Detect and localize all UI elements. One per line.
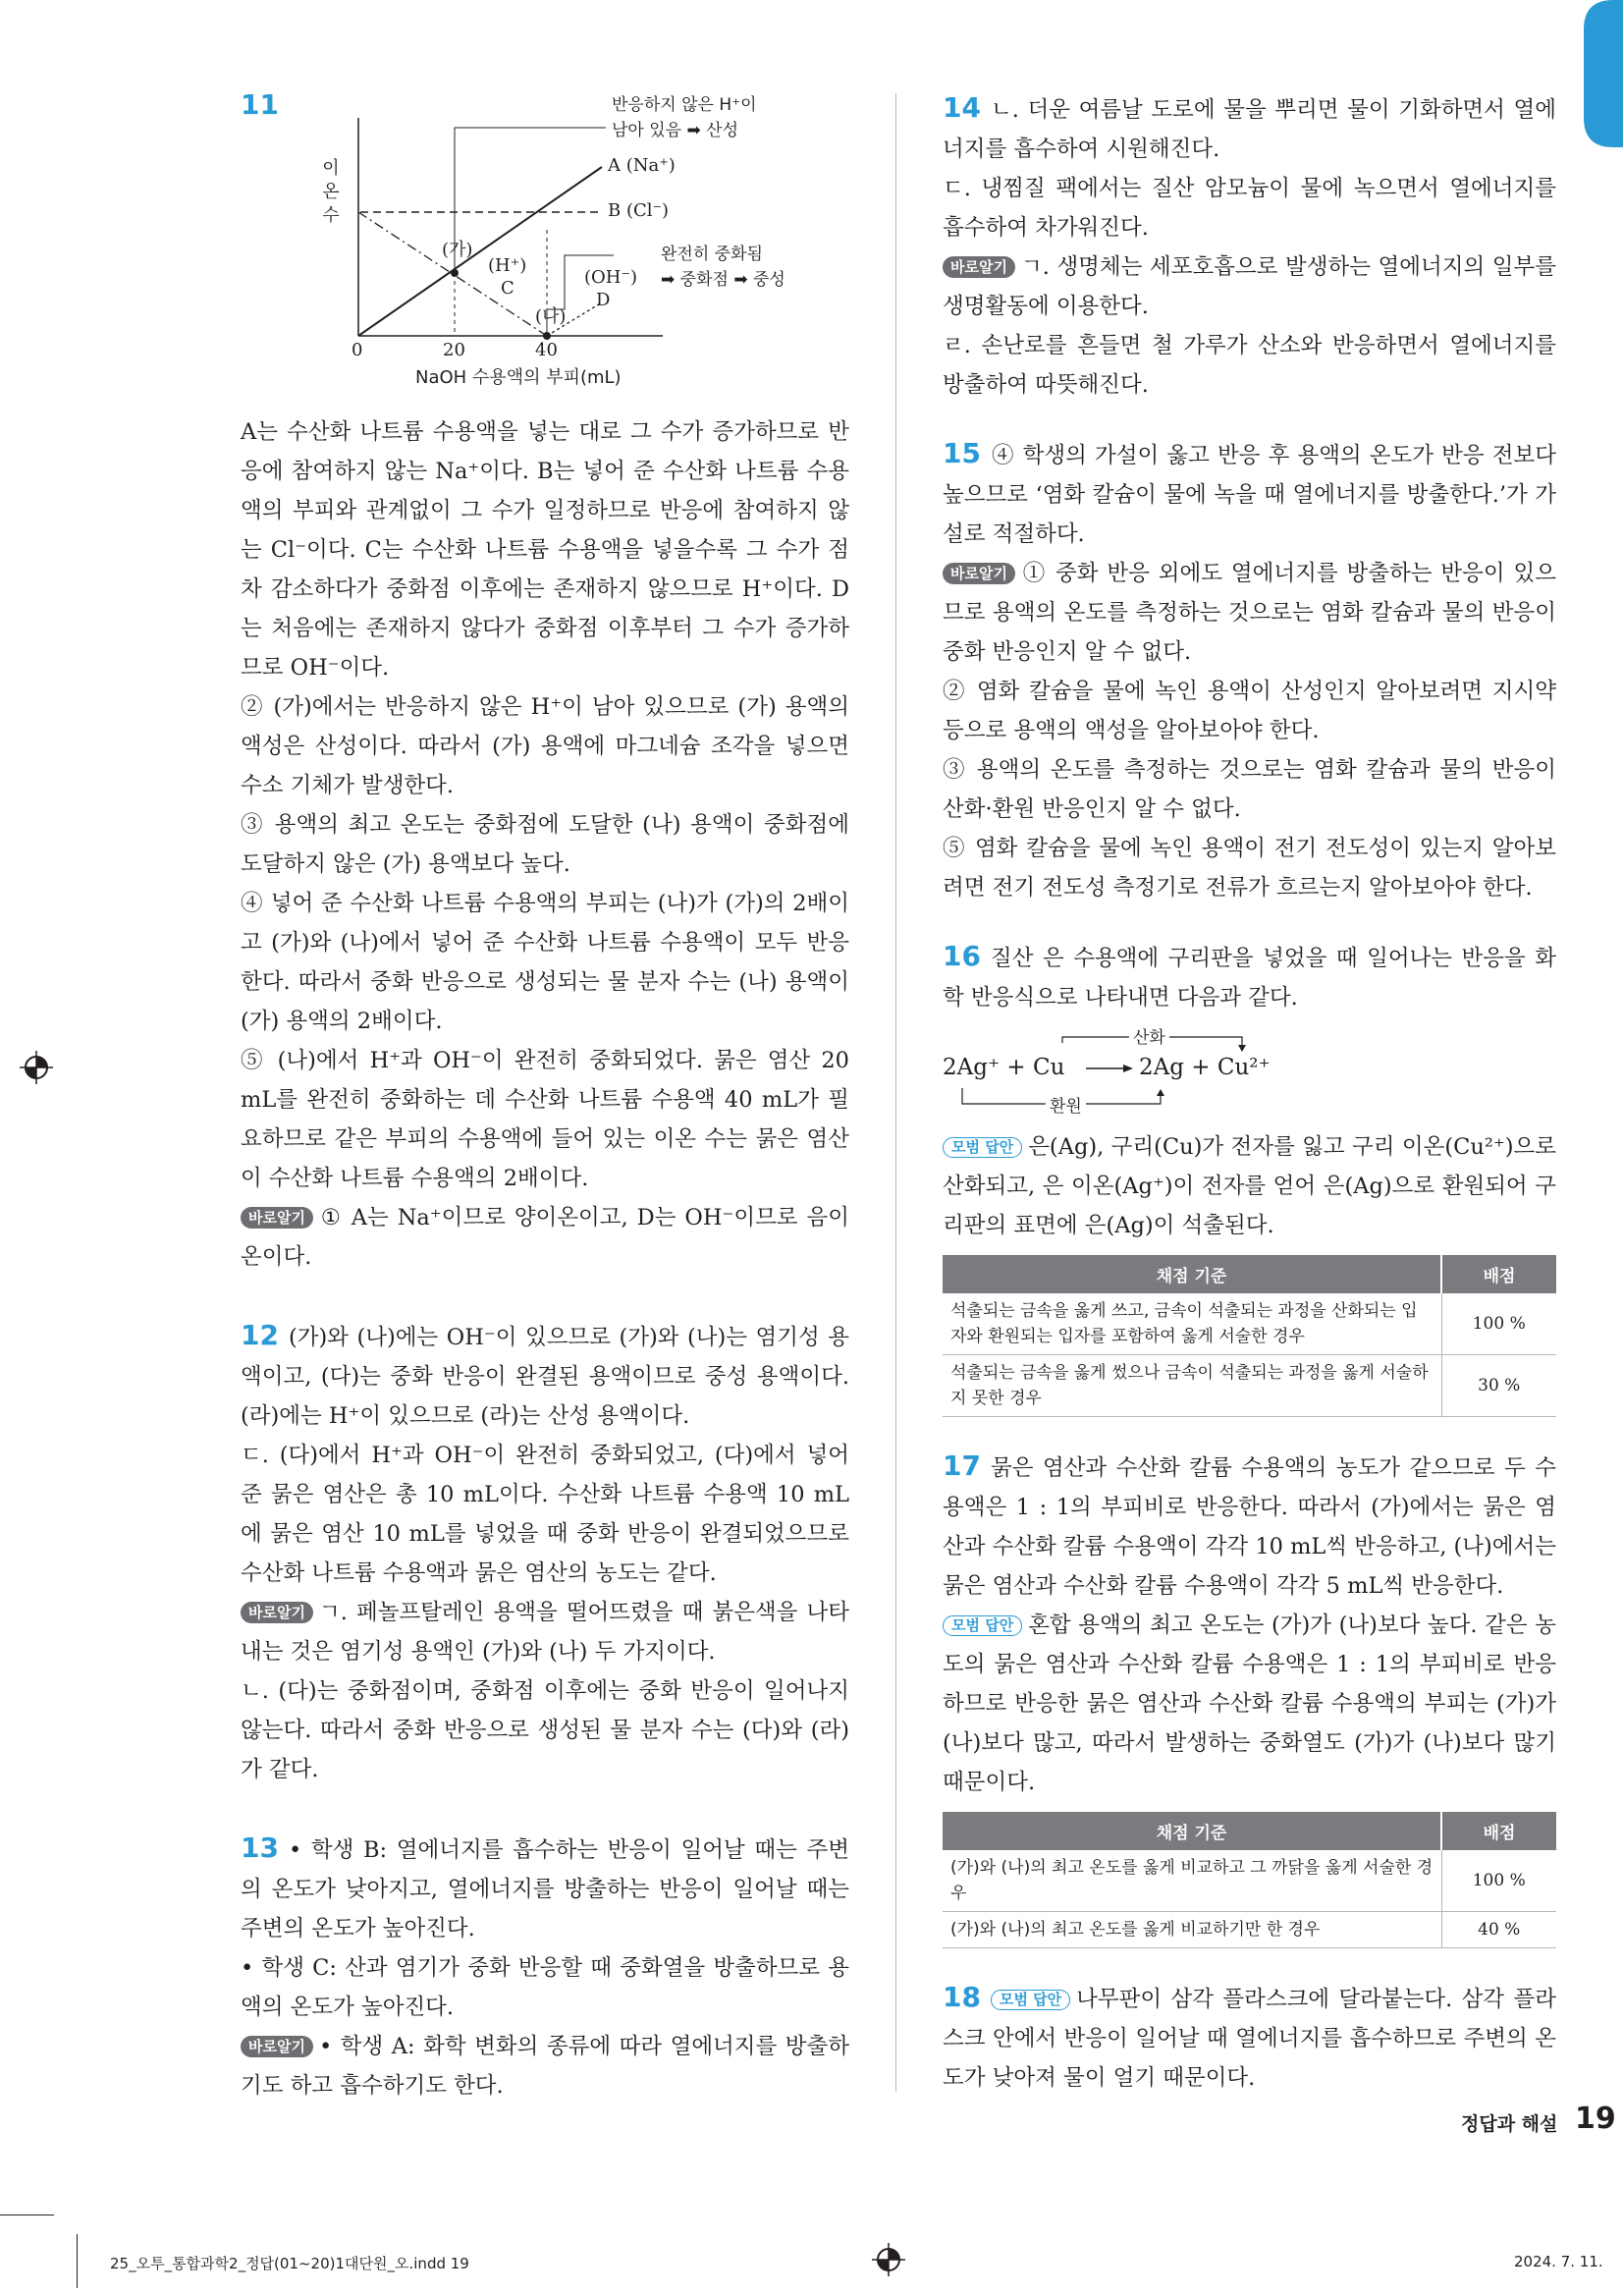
registration-mark-icon bbox=[20, 1051, 53, 1084]
model-answer-tag: 모범 답안 bbox=[943, 1615, 1022, 1636]
paragraph: ⑤ 염화 칼슘을 물에 녹인 용액이 전기 전도성이 있는지 알아보려면 전기 전도성 측정기로 전류가 흐르는지 알아보아야 한다. bbox=[943, 836, 1556, 901]
paragraph: ③ 용액의 온도를 측정하는 것으로는 염화 칼슘과 물의 반응이 산화·환원 반응인지 알 수 없다. bbox=[943, 757, 1556, 822]
page-section-title: 정답과 해설 bbox=[1461, 2113, 1558, 2135]
note-neutral-line1: 완전히 중화됨 bbox=[661, 245, 763, 264]
x-tick-40: 40 bbox=[535, 340, 558, 360]
model-answer-text: 혼합 용액의 최고 온도는 (가)가 (나)보다 높다. 같은 농도의 묽은 염산과 수산화 칼륨 수용액은 1 : 1의 부피비로 반응하므로 반응한 묽은 염산과 수산화 칼륨 수용액의 부피는 (가)가 (나)보다 많고, 따라서 발생하는 중화열도 (가)가 (나)보다 많기 때문이다. bbox=[943, 1613, 1556, 1795]
answer-13 bbox=[241, 1829, 849, 2105]
criteria-header: 채점 기준 bbox=[943, 1255, 1441, 1293]
answer-16 bbox=[943, 937, 1556, 1417]
label-na: (나) bbox=[535, 306, 567, 327]
note-neutral-line2: ➡ 중화점 ➡ 중성 bbox=[661, 270, 785, 290]
question-number: 17 bbox=[943, 1449, 981, 1482]
paragraph: ③ 용액의 최고 온도는 중화점에 도달한 (나) 용액이 중화점에 도달하지 않은 (가) 용액보다 높다. bbox=[241, 812, 849, 877]
question-number: 12 bbox=[241, 1319, 279, 1351]
note-unreacted-line2: 남아 있음 ➡ 산성 bbox=[612, 121, 738, 140]
wrong-tag: 바로알기 bbox=[241, 1207, 313, 1229]
paragraph: ② (가)에서는 반응하지 않은 H⁺이 남아 있으므로 (가) 용액의 액성은 산성이다. 따라서 (가) 용액에 마그네슘 조각을 넣으면 수소 기체가 발생한다. bbox=[241, 694, 849, 798]
footer-date: 2024. 7. 11. bbox=[1514, 2253, 1603, 2270]
wrong-explanation bbox=[241, 1198, 849, 1277]
reduction-label: 환원 bbox=[1046, 1092, 1086, 1117]
question-number: 15 bbox=[943, 437, 981, 469]
paragraph: ㄴ. (다)는 중화점이며, 중화점 이후에는 중화 반응이 일어나지 않는다. 따라서 중화 반응으로 생성된 물 분자 수는 (다)와 (라)가 같다. bbox=[241, 1678, 849, 1782]
paragraph: ② 염화 칼슘을 물에 녹인 용액이 산성인지 알아보려면 지시약 등으로 용액의 액성을 알아보아야 한다. bbox=[943, 679, 1556, 743]
criteria-cell: (가)와 (나)의 최고 온도를 옳게 비교하고 그 까닭을 옳게 서술한 경우 bbox=[943, 1850, 1441, 1912]
table-row bbox=[943, 1850, 1556, 1912]
question-number: 11 bbox=[241, 88, 279, 121]
note-unreacted-line1: 반응하지 않은 H⁺이 bbox=[612, 95, 757, 115]
equation-right: 2Ag + Cu²⁺ bbox=[1139, 1055, 1271, 1080]
label-c: C bbox=[501, 278, 514, 299]
wrong-text: ① 중화 반응 외에도 열에너지를 방출하는 반응이 있으므로 용액의 온도를 측정하는 것으로는 염화 칼슘과 물의 반응이 중화 반응인지 알 수 없다. bbox=[943, 561, 1556, 665]
answer-14 bbox=[943, 88, 1556, 405]
oxidation-label: 산화 bbox=[1129, 1023, 1169, 1048]
paragraph: ㄷ. (다)에서 H⁺과 OH⁻이 완전히 중화되었고, (다)에서 넣어 준 묽은 염산은 총 10 mL이다. 수산화 나트륨 수용액 10 mL에 묽은 염산 10 mL를 넣었을 때 중화 반응이 완결되었으므로 수산화 나트륨 수용액과 묽은 염산의 농도는 같다. bbox=[241, 1443, 849, 1586]
lead-text: ㄴ. 더운 여름날 도로에 물을 뿌리면 물이 기화하면서 열에너지를 흡수하여 시원해진다. bbox=[943, 97, 1556, 162]
note-neutral bbox=[661, 242, 785, 293]
model-answer-text: 은(Ag), 구리(Cu)가 전자를 잃고 구리 이온(Cu²⁺)으로 산화되고, 은 이온(Ag⁺)이 전자를 얻어 은(Ag)으로 환원되어 구리판의 표면에 은(Ag)이 석출된다. bbox=[943, 1134, 1556, 1238]
label-ga: (가) bbox=[442, 240, 473, 260]
label-d: D bbox=[596, 290, 611, 310]
page-number: 19 bbox=[1575, 2102, 1616, 2136]
registration-mark-icon bbox=[872, 2243, 905, 2276]
paragraph: ⑤ (나)에서 H⁺과 OH⁻이 완전히 중화되었다. 묽은 염산 20 mL를 완전히 중화하는 데 수산화 나트륨 수용액 40 mL가 필요하므로 같은 부피의 수용액에 들어 있는 이온 수는 묽은 염산이 수산화 나트륨 수용액의 2배이다. bbox=[241, 1048, 849, 1191]
wrong-tag: 바로알기 bbox=[943, 256, 1015, 278]
wrong-text: ㄱ. 생명체는 세포호흡으로 발생하는 열에너지의 일부를 생명활동에 이용한다. bbox=[943, 254, 1556, 319]
table-row bbox=[943, 1293, 1556, 1355]
model-answer-tag: 모범 답안 bbox=[943, 1137, 1022, 1158]
paragraph: ㄹ. 손난로를 흔들면 철 가루가 산소와 반응하면서 열에너지를 방출하여 따뜻해진다. bbox=[943, 333, 1556, 398]
wrong-text: • 학생 A: 화학 변화의 종류에 따라 열에너지를 방출하기도 하고 흡수하기도 한다. bbox=[241, 2034, 849, 2099]
trim-line bbox=[77, 2234, 78, 2288]
lead-text: 묽은 염산과 수산화 칼륨 수용액의 농도가 같으므로 두 수용액은 1 : 1의 부피비로 반응한다. 따라서 (가)에서는 묽은 염산과 수산화 칼륨 수용액이 각각 10 mL씩 반응하고, (나)에서는 묽은 염산과 수산화 칼륨 수용액이 각각 5 mL씩 반응한다. bbox=[943, 1455, 1557, 1599]
table-row bbox=[943, 1912, 1556, 1948]
wrong-text: ① A는 Na⁺이므로 양이온이고, D는 OH⁻이므로 음이온이다. bbox=[241, 1205, 849, 1270]
reaction-equation bbox=[943, 1021, 1556, 1120]
right-column bbox=[943, 88, 1556, 2127]
x-tick-20: 20 bbox=[443, 340, 465, 360]
criteria-header: 채점 기준 bbox=[943, 1812, 1441, 1850]
chapter-tab-icon bbox=[1574, 0, 1623, 147]
criteria-cell: 석출되는 금속을 옳게 썼으나 금속이 석출되는 과정을 옳게 서술하지 못한 경우 bbox=[943, 1355, 1441, 1417]
scoring-table bbox=[943, 1255, 1556, 1417]
score-header: 배점 bbox=[1441, 1812, 1556, 1850]
footer-file-name: 25_오투_통합과학2_정답(01~20)1대단원_오.indd 19 bbox=[110, 2255, 469, 2272]
question-number: 14 bbox=[943, 91, 981, 124]
score-cell: 100 % bbox=[1441, 1850, 1556, 1912]
table-row bbox=[943, 1355, 1556, 1417]
lead-text: ④ 학생의 가설이 옳고 반응 후 용액의 온도가 반응 전보다 높으므로 ‘염화 칼슘이 물에 녹을 때 열에너지를 방출한다.’가 가설로 적절하다. bbox=[943, 443, 1556, 547]
trim-line bbox=[0, 2214, 54, 2215]
ion-graph bbox=[241, 88, 849, 403]
answer-11 bbox=[241, 88, 849, 1277]
answer-17 bbox=[943, 1447, 1556, 1948]
column-divider bbox=[895, 93, 896, 2092]
criteria-cell: 석출되는 금속을 옳게 쓰고, 금속이 석출되는 과정을 산화되는 입자와 환원되는 입자를 포함하여 옳게 서술한 경우 bbox=[943, 1293, 1441, 1355]
left-column bbox=[241, 88, 849, 2135]
answer-15 bbox=[943, 434, 1556, 907]
lead-text: • 학생 B: 열에너지를 흡수하는 반응이 일어날 때는 주변의 온도가 낮아지고, 열에너지를 방출하는 반응이 일어날 때는 주변의 온도가 높아진다. bbox=[241, 1837, 849, 1941]
lead-text: 질산 은 수용액에 구리판을 넣었을 때 일어나는 반응을 화학 반응식으로 나타내면 다음과 같다. bbox=[943, 946, 1556, 1011]
note-unreacted bbox=[612, 92, 757, 143]
paragraph: A는 수산화 나트륨 수용액을 넣는 대로 그 수가 증가하므로 반응에 참여하지 않는 Na⁺이다. B는 넣어 준 수산화 나트륨 수용액의 부피와 관계없이 그 수가 일정하므로 반응에 참여하지 않는 Cl⁻이다. C는 수산화 나트륨 수용액을 넣을수록 그 수가 점차 감소하다가 중화점 이후에는 존재하지 않으므로 H⁺이다. D는 처음에는 존재하지 않다가 중화점 이후부터 그 수가 증가하므로 OH⁻이다. bbox=[241, 419, 849, 681]
wrong-tag: 바로알기 bbox=[943, 563, 1015, 584]
wrong-tag: 바로알기 bbox=[241, 2036, 313, 2057]
score-cell: 100 % bbox=[1441, 1293, 1556, 1355]
label-a: A (Na⁺) bbox=[608, 155, 676, 176]
question-number: 16 bbox=[943, 940, 981, 972]
equation-left: 2Ag⁺ + Cu bbox=[943, 1055, 1065, 1080]
table-header-row bbox=[943, 1255, 1556, 1293]
score-cell: 40 % bbox=[1441, 1912, 1556, 1948]
score-header: 배점 bbox=[1441, 1255, 1556, 1293]
criteria-cell: (가)와 (나)의 최고 온도를 옳게 비교하기만 한 경우 bbox=[943, 1912, 1441, 1948]
x-axis-label: NaOH 수용액의 부피(mL) bbox=[415, 367, 622, 388]
lead-text: (가)와 (나)에는 OH⁻이 있으므로 (가)와 (나)는 염기성 용액이고, (다)는 중화 반응이 완결된 용액이므로 중성 용액이다. (라)에는 H⁺이 있으므로 (라)는 산성 용액이다. bbox=[241, 1325, 849, 1429]
x-tick-0: 0 bbox=[352, 340, 363, 360]
question-number: 13 bbox=[241, 1831, 279, 1864]
model-answer-text: 나무판이 삼각 플라스크에 달라붙는다. 삼각 플라스크 안에서 반응이 일어날 때 열에너지를 흡수하므로 주변의 온도가 낮아져 물이 얼기 때문이다. bbox=[943, 1987, 1556, 2091]
model-answer-tag: 모범 답안 bbox=[991, 1990, 1070, 2010]
answer-18 bbox=[943, 1978, 1556, 2098]
answer-12 bbox=[241, 1316, 849, 1789]
paragraph: ㄷ. 냉찜질 팩에서는 질산 암모늄이 물에 녹으면서 열에너지를 흡수하여 차가워진다. bbox=[943, 176, 1556, 241]
label-b: B (Cl⁻) bbox=[608, 200, 670, 221]
label-c-ion: (H⁺) bbox=[488, 255, 527, 276]
y-axis-label: 이온 수 bbox=[322, 158, 340, 226]
table-header-row bbox=[943, 1812, 1556, 1850]
score-cell: 30 % bbox=[1441, 1355, 1556, 1417]
wrong-text: ㄱ. 페놀프탈레인 용액을 떨어뜨렸을 때 붉은색을 나타내는 것은 염기성 용액인 (가)와 (나) 두 가지이다. bbox=[241, 1600, 849, 1665]
paragraph: • 학생 C: 산과 염기가 중화 반응할 때 중화열을 방출하므로 용액의 온도가 높아진다. bbox=[241, 1955, 849, 2020]
question-number: 18 bbox=[943, 1981, 981, 2013]
scoring-table bbox=[943, 1812, 1556, 1948]
label-d-ion: (OH⁻) bbox=[584, 267, 637, 288]
wrong-tag: 바로알기 bbox=[241, 1602, 313, 1623]
paragraph: ④ 넣어 준 수산화 나트륨 수용액의 부피는 (나)가 (가)의 2배이고 (가)와 (나)에서 넣어 준 수산화 나트륨 수용액이 모두 반응한다. 따라서 중화 반응으로 생성되는 물 분자 수는 (나) 용액이 (가) 용액의 2배이다. bbox=[241, 891, 849, 1034]
